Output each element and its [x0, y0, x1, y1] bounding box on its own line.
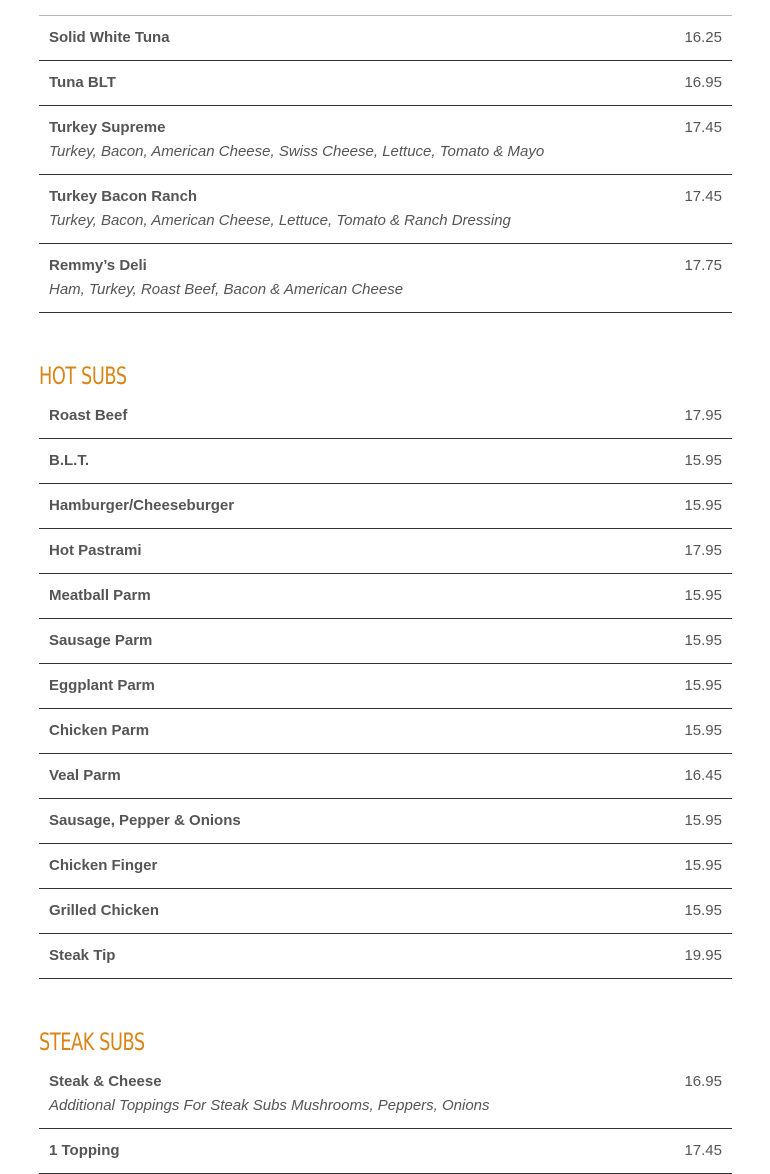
- menu-item-name: Chicken Parm: [49, 722, 150, 739]
- menu-item: [39, 16, 732, 61]
- menu-item-info: [49, 406, 127, 426]
- menu-item-price: 17.45: [684, 188, 722, 205]
- menu-item-info: [49, 0, 128, 3]
- menu-item-price: [684, 0, 722, 3]
- menu-item: [39, 754, 732, 799]
- menu-item-name: Hot Pastrami: [49, 542, 142, 559]
- menu-item-name: Turkey Supreme: [49, 119, 166, 136]
- menu-item-info: [49, 721, 149, 741]
- menu-item-info: [49, 856, 157, 876]
- menu-item-price: 17.95: [684, 407, 722, 424]
- menu-item-name: Remmy’s Deli: [49, 257, 147, 274]
- menu-item-price: 15.95: [684, 497, 722, 514]
- menu-item: [39, 934, 732, 979]
- menu-item-name: Steak Tip: [49, 947, 116, 964]
- menu-item: [39, 1129, 732, 1174]
- menu-item-price: 15.95: [684, 452, 722, 469]
- menu-item-info: [49, 28, 170, 48]
- section-title: HOT SUBS: [39, 362, 127, 390]
- menu-item-price: 16.95: [684, 1073, 722, 1090]
- menu-item-name: Sausage, Pepper & Onions: [49, 812, 241, 829]
- menu-item: [39, 0, 732, 16]
- menu-item-info: [49, 946, 115, 966]
- menu-item-name: Steak & Cheese: [49, 1073, 162, 1090]
- menu-item: [39, 799, 732, 844]
- menu-item-info: [49, 496, 234, 516]
- menu-item-price: 17.95: [684, 542, 722, 559]
- menu-item-name: B.L.T.: [49, 452, 89, 469]
- menu-item-info: [49, 451, 89, 471]
- menu-item: [39, 529, 732, 574]
- menu-item-price: 15.95: [684, 587, 722, 604]
- menu-item-info: [49, 187, 511, 231]
- menu-item-description: Turkey, Bacon, American Cheese, Lettuce, Tomato & Ranch Dressing: [49, 212, 511, 229]
- menu-item: [39, 664, 732, 709]
- menu-item: [39, 574, 732, 619]
- menu-item-price: 16.25: [684, 29, 722, 46]
- section-title: STEAK SUBS: [39, 1028, 145, 1056]
- menu-item: [39, 484, 732, 529]
- menu-item-description: Additional Toppings For Steak Subs Mushrooms, Peppers, Onions: [49, 1097, 490, 1114]
- menu-item-price: 15.95: [684, 902, 722, 919]
- menu-item-name: Eggplant Parm: [49, 677, 155, 694]
- menu-item-name: 1 Topping: [49, 1142, 120, 1159]
- menu-item-price: 19.95: [684, 947, 722, 964]
- menu-item-info: [49, 676, 155, 696]
- menu-item-name: Tuna BLT: [49, 74, 116, 91]
- menu-item: [39, 844, 732, 889]
- menu-item-price: 15.95: [684, 677, 722, 694]
- menu-item: [39, 244, 732, 313]
- menu-item-description: Turkey, Bacon, American Cheese, Swiss Cheese, Lettuce, Tomato & Mayo: [49, 143, 545, 160]
- menu-item-price: 17.45: [684, 1142, 722, 1159]
- menu-item-price: 15.95: [684, 722, 722, 739]
- menu-item-name: Sausage Parm: [49, 632, 153, 649]
- menu-item-price: 16.95: [684, 74, 722, 91]
- menu-item-info: [49, 541, 142, 561]
- menu-item: [39, 1060, 732, 1129]
- menu-item-info: [49, 901, 159, 921]
- menu-item-name: Chicken Finger: [49, 857, 158, 874]
- menu-item-info: [49, 811, 241, 831]
- menu-item: [39, 175, 732, 244]
- menu-item: [39, 709, 732, 754]
- menu-item-info: [49, 766, 121, 786]
- menu-item-description: Ham, Turkey, Roast Beef, Bacon & American Cheese: [49, 281, 404, 298]
- menu-item-name: [49, 0, 128, 3]
- menu-item-info: [49, 1072, 490, 1116]
- menu-item-price: 15.95: [684, 632, 722, 649]
- menu-item-info: [49, 631, 152, 651]
- menu-item-info: [49, 586, 151, 606]
- menu-item-info: [49, 118, 544, 162]
- menu-item: [39, 394, 732, 439]
- menu-item: [39, 889, 732, 934]
- menu-item: [39, 619, 732, 664]
- menu-item-info: [49, 1141, 120, 1161]
- menu-item: [39, 439, 732, 484]
- menu-item-price: 15.95: [684, 857, 722, 874]
- menu-item-name: Meatball Parm: [49, 587, 151, 604]
- menu-item-name: Solid White Tuna: [49, 29, 170, 46]
- menu-item-price: 17.45: [684, 119, 722, 136]
- menu-item-name: Grilled Chicken: [49, 902, 160, 919]
- menu-item-name: Turkey Bacon Ranch: [49, 188, 198, 205]
- menu-item-price: 17.75: [684, 257, 722, 274]
- menu-item-name: Hamburger/Cheeseburger: [49, 497, 235, 514]
- menu-item-price: 15.95: [684, 812, 722, 829]
- menu-item-info: [49, 73, 116, 93]
- menu-item-name: Veal Parm: [49, 767, 121, 784]
- menu-item-info: [49, 256, 403, 300]
- menu-item: [39, 61, 732, 106]
- menu-item: [39, 106, 732, 175]
- menu-item-name: Roast Beef: [49, 407, 128, 424]
- menu-list: [39, 0, 732, 1174]
- menu-item-price: 16.45: [684, 767, 722, 784]
